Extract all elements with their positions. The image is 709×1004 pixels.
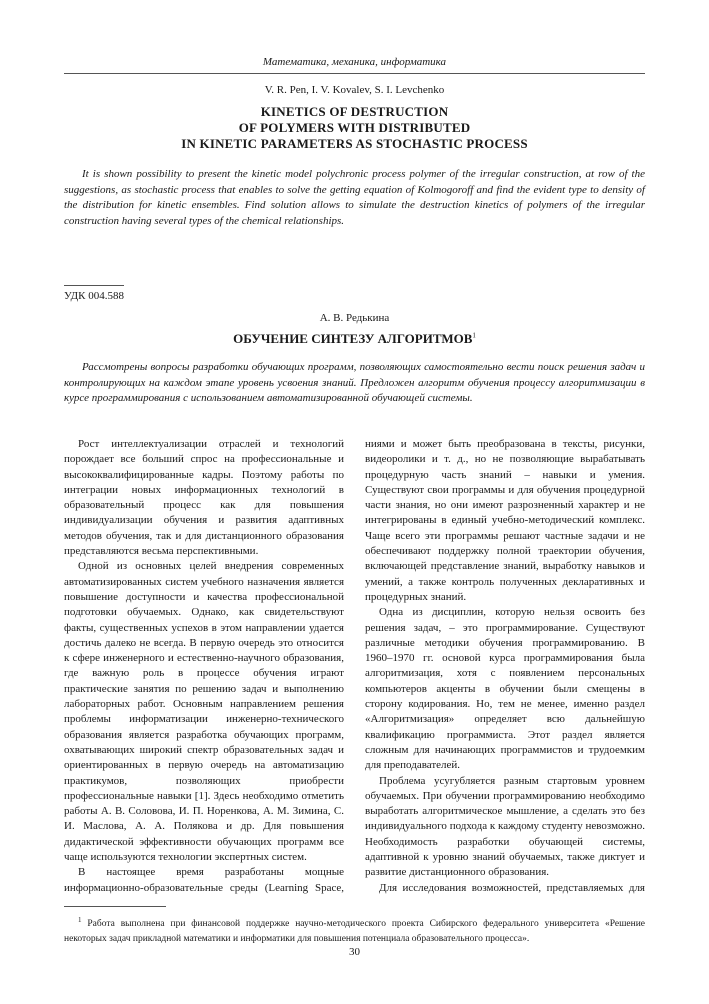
paragraph: Одной из основных целей внедрения современных автоматизированных систем учебного назначения является повышение доступности и качества профессиональной подготовки обучаемых. Однако, как свидетельствуют факты, существенных успехов в этом направлении удается достичь далеко не всегда. В первую очередь это относится к сфере инженерного и естественно-научного образования, где важную роль в процессе обучения играют практические занятия по решению задач и выполнению лабораторных работ. Основным направлением решения проблемы информатизации инженерно-технического образования является разработка обучающих программ, охватывающих широкий спектр образовательных задач и ориентированных в первую очередь на автоматизацию практикумов, позволяющих приобрести профессиональные навыки [1]. Здесь необходимо отметить работы А. В. Соловова, И. П. Норенкова, А. М. Зимина, С. И. Маслова, А. А. Полякова и др. Для повышения дидактической эффективности обучающих программ все чаще используются технологии экспертных систем. <box>64 560 344 864</box>
russian-author: А. В. Редькина <box>319 312 390 324</box>
footnote-rule <box>64 906 166 907</box>
paragraph: В настоящее время разработаны мощные информационно-образовательные среды (Learning Space, <box>64 866 344 894</box>
body-column-left <box>64 437 344 897</box>
russian-title-text: ОБУЧЕНИЕ СИНТЕЗУ АЛГОРИТМОВ <box>233 331 473 346</box>
page-number: 30 <box>349 946 360 958</box>
body-column-right <box>365 437 645 897</box>
english-title-line: IN KINETIC PARAMETERS AS STOCHASTIC PROCESS <box>181 136 528 151</box>
title-footnote-mark: 1 <box>472 331 476 340</box>
paragraph: Для исследования возможностей, представляемых для <box>379 881 645 894</box>
paragraph-continued: ниями и может быть преобразована в тексты, рисунки, видеоролики и т. д., но не позволяющие вырабатывать процедурную часть знаний – навыки и умения. Существуют свои программы и для обучения процедурной части знания, но они имеют разрозненный характер и не интегрированы в единый учебно-методический комплекс. Чаще всего эти программы решают частные задачи и не обеспечивают поддержку полной траектории обучения, включающей представление знаний, выработку навыков и умений, а также контроль полученных декларативных и процедурных знаний. <box>365 438 645 603</box>
udk-code: УДК 004.588 <box>64 290 125 302</box>
running-head: Математика, механика, информатика <box>262 56 447 68</box>
english-title-line: KINETICS OF DESTRUCTION <box>260 104 449 119</box>
english-title <box>64 104 645 152</box>
paragraph: Рост интеллектуализации отраслей и технологий порождает все больший спрос на профессиональные и высококвалифицированные кадры. Поэтому работы по интеграции новых информационных технологий в образовательный процесс как для повышения индивидуализации обучения и развития адаптивных методов обучения, так и для дистанционного образования представляются весьма перспективными. <box>64 438 344 558</box>
footnote-text: Работа выполнена при финансовой поддержке научно-методического проекта Сибирского федерального университета «Решение некоторых задач прикладной математики и информатики для повышения потенциала образовательного процесса». <box>64 919 645 945</box>
footnote <box>64 913 645 947</box>
russian-title <box>64 331 645 347</box>
footnote-mark: 1 <box>78 916 82 924</box>
paragraph: Одна из дисциплин, которую нельзя освоить без решения задач, – это программирование. Существуют различные методики обучения программированию. В 1960–1970 гг. основой курса программирования была алгоритмизация, хотя с появлением персональных компьютеров акценты в обучении были смещены в сторону кодирования. Но, тем не менее, именно раздел «Алгоритмизация» определяет всю дальнейшую квалификацию программиста. Этот раздел является сложным для начинающих программистов и трудоемким для преподавателей. <box>365 606 645 772</box>
english-authors: V. R. Pen, I. V. Kovalev, S. I. Levchenko <box>264 84 445 96</box>
header-rule <box>64 73 645 74</box>
russian-abstract: Рассмотрены вопросы разработки обучающих программ, позволяющих самостоятельно вести поиск решения задач и контролирующих на каждом этапе уровень усвоения знаний. Предложен алгоритм обучения процессу алгоритмизации в курсе программирования с использованием автоматизированной обучающей системы. <box>64 361 645 404</box>
paragraph: Проблема усугубляется разным стартовым уровнем обучаемых. При обучении программированию необходимо выработать алгоритмическое мышление, а сделать это без индивидуального подхода к каждому студенту невозможно. Необходимость разработки обучающей системы, адаптивной к уровню знаний обучаемых, также диктует и развитие дистанционного образования. <box>365 774 645 879</box>
english-abstract: It is shown possibility to present the kinetic model polychronic process polymer of the irregular construction, at row of the suggestions, as stochastic process that enables to solve the getting equation of Kolmogoroff and find the evident type to density of the distribution for kinetic ensembles. Find solution allows to simulate the destruction kinetics of polymers of the irregular construction having several types of the chemical relationships. <box>64 168 645 227</box>
english-title-line: OF POLYMERS WITH DISTRIBUTED <box>238 120 471 135</box>
udk-rule <box>64 285 124 286</box>
